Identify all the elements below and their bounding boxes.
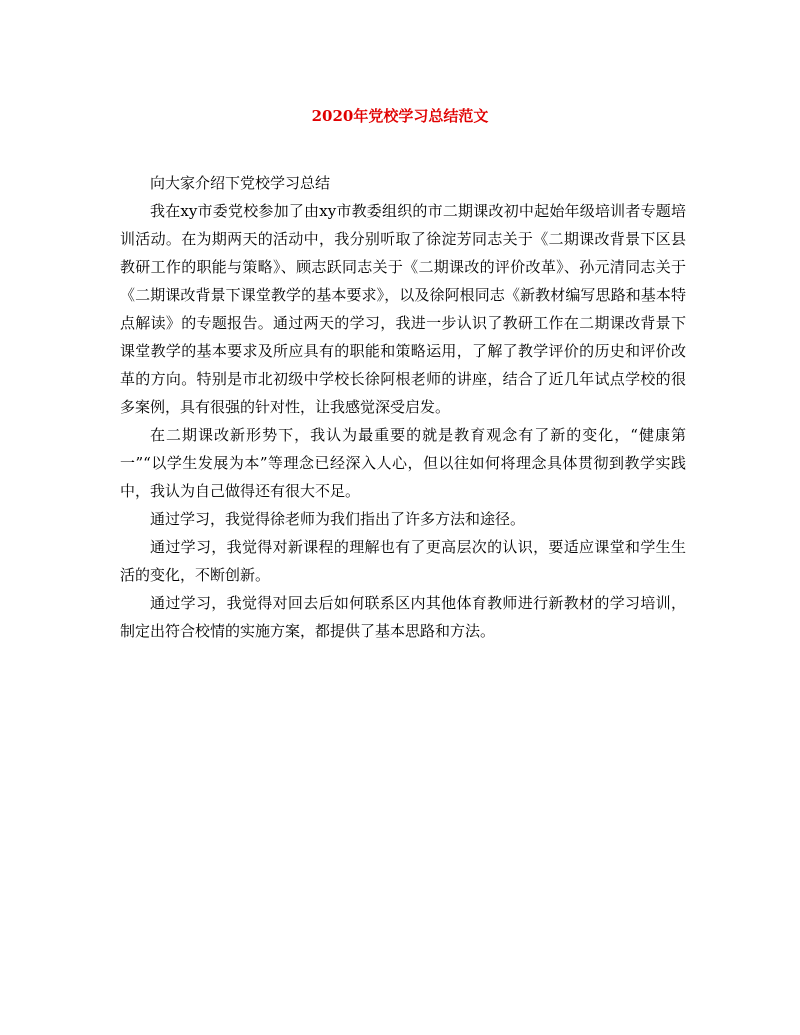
paragraph-curriculum-understanding: 通过学习，我觉得对新课程的理解也有了更高层次的认识，要适应课堂和学生生活的变化，不断创新。 (120, 538, 686, 584)
paragraph-intro: 向大家介绍下党校学习总结 (150, 174, 331, 192)
paragraph-methods: 通过学习，我觉得徐老师为我们指出了许多方法和途径。 (150, 510, 526, 528)
paragraph-training-plan: 通过学习，我觉得对回去后如何联系区内其他体育教师进行新教材的学习培训，制定出符合校情的实施方案，都提供了基本思路和方法。 (120, 594, 686, 640)
document-title: 2020年党校学习总结范文 (311, 107, 489, 125)
document-body (120, 169, 686, 645)
paragraph-training-activity: 我在xy市委党校参加了由xy市教委组织的市二期课改初中起始年级培训者专题培训活动。在为期两天的活动中，我分别听取了徐淀芳同志关于《二期课改背景下区县教研工作的职能与策略》、顾志跃同志关于《二期课改的评价改革》、孙元清同志关于《二期课改背景下课堂教学的基本要求》，以及徐阿根同志《新教材编写思路和基本特点解读》的专题报告。通过两天的学习，我进一步认识了教研工作在二期课改背景下课堂教学的基本要求及所应具有的职能和策略运用，了解了教学评价的历史和评价改革的方向。特别是市北初级中学校长徐阿根老师的讲座，结合了近几年试点学校的很多案例，具有很强的针对性，让我感觉深受启发。 (120, 202, 686, 416)
paragraph-new-concepts: 在二期课改新形势下，我认为最重要的就是教育观念有了新的变化，“健康第一”“以学生发展为本”等理念已经深入人心，但以往如何将理念具体贯彻到教学实践中，我认为自己做得还有很大不足。 (120, 426, 686, 500)
